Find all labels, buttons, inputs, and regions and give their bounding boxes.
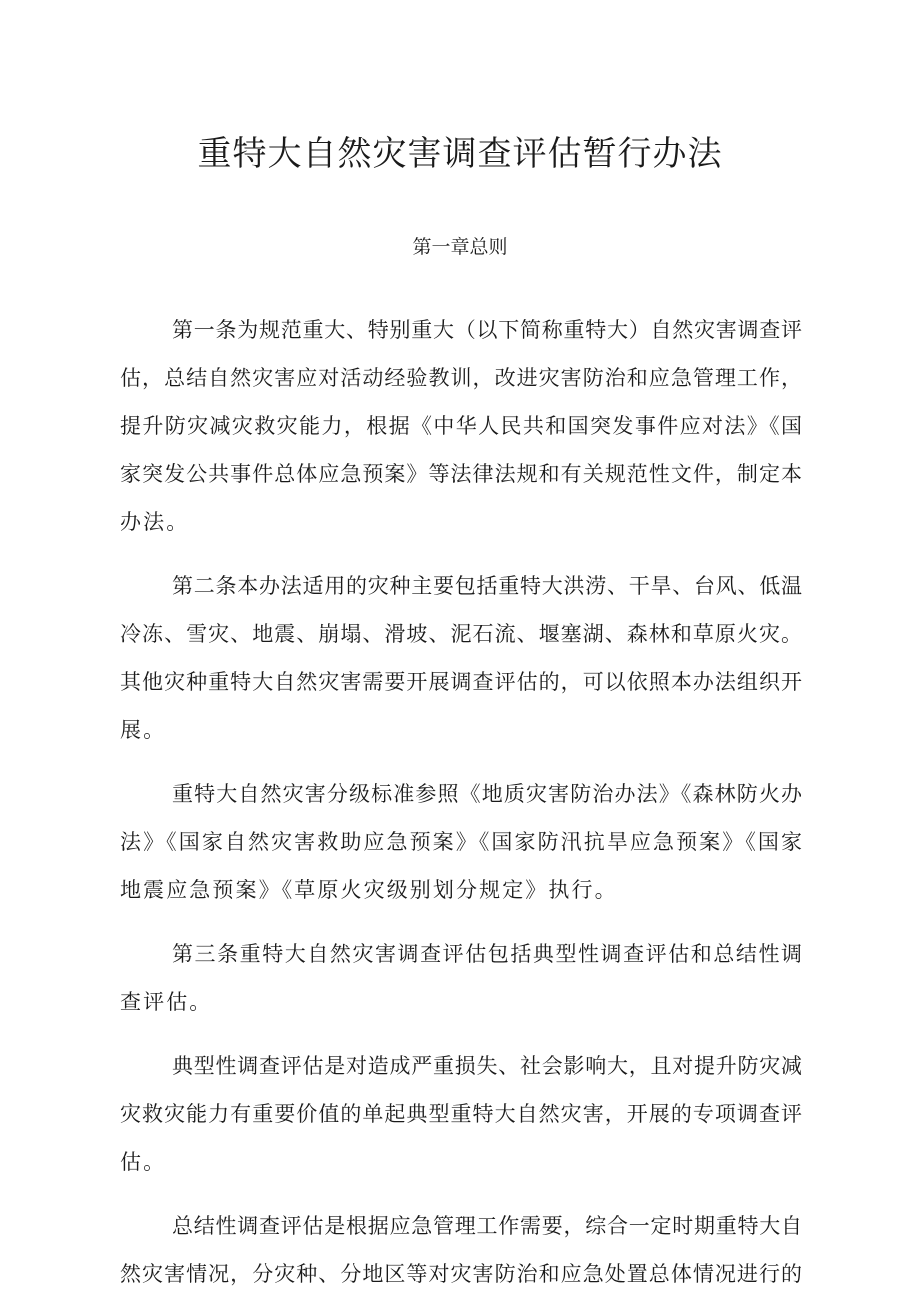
paragraph [120, 770, 802, 914]
paragraph [120, 306, 802, 546]
paragraph-line: 然灾害情况，分灾种、分地区等对灾害防治和应急处置总体情况进行的 [120, 1262, 802, 1286]
paragraph [120, 562, 802, 754]
paragraph-line: 第三条重特大自然灾害调查评估包括典型性调查评估和总结性调 [172, 942, 802, 966]
paragraph-line: 估，总结自然灾害应对活动经验教训，改进灾害防治和应急管理工作， [120, 366, 802, 390]
chapter-heading: 第一章总则 [412, 236, 508, 258]
paragraph-line: 典型性调查评估是对造成严重损失、社会影响大，且对提升防灾减 [172, 1054, 802, 1078]
document-body [120, 306, 802, 1298]
paragraph-line: 查评估。 [120, 990, 213, 1014]
paragraph-line: 提升防灾减灾救灾能力，根据《中华人民共和国突发事件应对法》《国 [120, 414, 802, 438]
paragraph [120, 1042, 802, 1186]
paragraph-line: 灾救灾能力有重要价值的单起典型重特大自然灾害，开展的专项调查评 [120, 1102, 802, 1126]
document-title: 重特大自然灾害调查评估暂行办法 [197, 134, 723, 174]
paragraph [120, 1202, 802, 1298]
paragraph-line: 展。 [120, 718, 167, 742]
paragraph-line: 重特大自然灾害分级标准参照《地质灾害防治办法》《森林防火办 [172, 782, 802, 806]
paragraph-line: 总结性调查评估是根据应急管理工作需要，综合一定时期重特大自 [172, 1214, 802, 1238]
paragraph-line: 估。 [120, 1150, 167, 1174]
paragraph-line: 地震应急预案》《草原火灾级别划分规定》执行。 [120, 878, 618, 902]
paragraph [120, 930, 802, 1026]
paragraph-line: 冷冻、雪灾、地震、崩塌、滑坡、泥石流、堰塞湖、森林和草原火灾。 [120, 622, 802, 646]
paragraph-line: 其他灾种重特大自然灾害需要开展调查评估的，可以依照本办法组织开 [120, 670, 802, 694]
paragraph-line: 第一条为规范重大、特别重大（以下简称重特大）自然灾害调查评 [172, 318, 802, 342]
paragraph-line: 第二条本办法适用的灾种主要包括重特大洪涝、干旱、台风、低温 [172, 574, 802, 598]
paragraph-line: 家突发公共事件总体应急预案》等法律法规和有关规范性文件，制定本 [120, 462, 802, 486]
paragraph-line: 办法。 [120, 510, 190, 534]
paragraph-line: 法》《国家自然灾害救助应急预案》《国家防汛抗旱应急预案》《国家 [120, 830, 802, 854]
